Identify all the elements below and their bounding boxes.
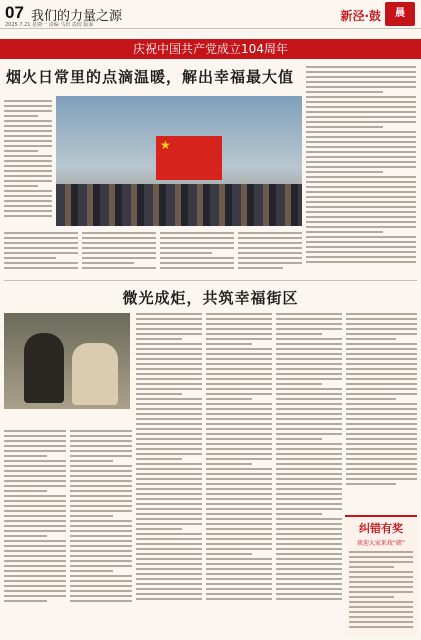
- article1-body-bottom-2: [82, 232, 156, 272]
- star-icon: ★: [160, 138, 171, 152]
- article2-body-2: [70, 430, 132, 605]
- section-divider: [4, 280, 417, 281]
- article2-body-5: [276, 313, 342, 603]
- article1-body-bottom-1: [4, 232, 78, 272]
- person-figure: [72, 343, 118, 405]
- sidebar-subtitle: 欢迎大家来找“碴”: [356, 540, 406, 547]
- brand-logo: 晨: [385, 2, 415, 26]
- brand-name: 新泾·鼓: [340, 9, 381, 23]
- page-header: [0, 0, 421, 29]
- article1-body-left: [4, 100, 52, 220]
- article1-photo: [56, 96, 302, 226]
- article2-photo: [4, 313, 130, 409]
- crowd-image: [56, 184, 302, 226]
- article1-body-bottom-3: [160, 232, 234, 272]
- article2-body-3: [136, 313, 202, 603]
- dateline: 2025.7.21 星期一 责编 马田 责校 版面: [5, 22, 94, 28]
- sidebar-title: 纠错有奖: [359, 522, 403, 535]
- article2-body-6: [346, 313, 417, 488]
- section-title: 我们的力量之源: [31, 9, 123, 24]
- article2-body-4: [206, 313, 272, 603]
- page-number: 07: [5, 3, 24, 22]
- article2-body-1: [4, 430, 66, 605]
- sidebar-body: [349, 551, 413, 631]
- person-figure: [24, 333, 64, 403]
- sidebar-box: [345, 515, 417, 637]
- banner: 庆祝中国共产党成立104周年: [0, 39, 421, 59]
- article1-headline: 烟火日常里的点滴温暖，解出幸福最大值: [5, 68, 294, 86]
- article1-body-bottom-4: [238, 232, 302, 272]
- article1-body-right: [306, 66, 416, 266]
- article2-headline: 微光成炬，共筑幸福街区: [122, 289, 299, 307]
